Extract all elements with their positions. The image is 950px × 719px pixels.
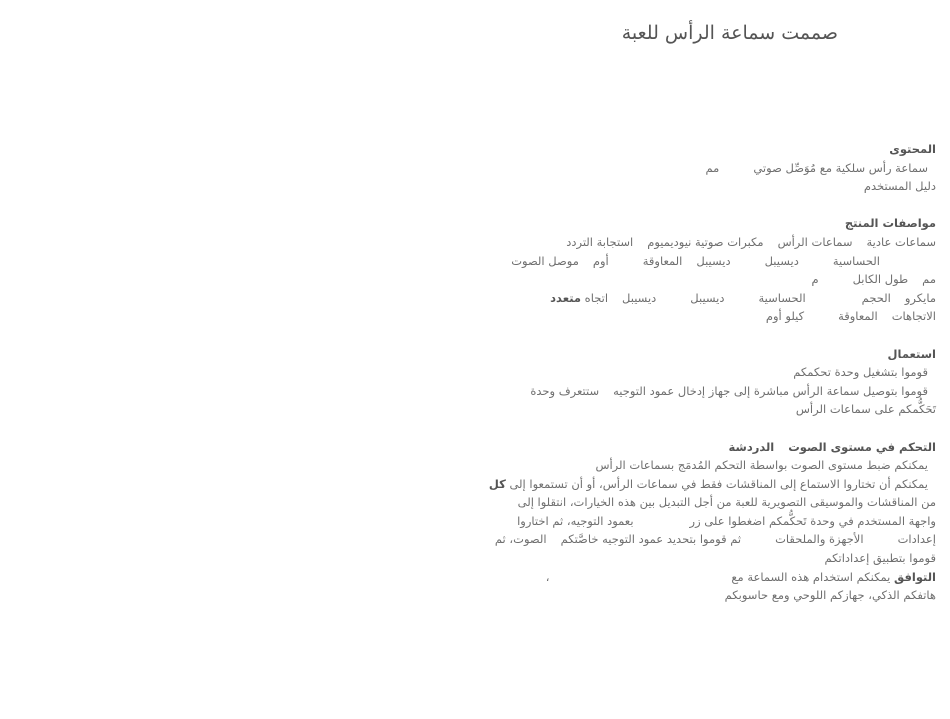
spec-direction: اتجاه: [584, 290, 609, 305]
spec-frequency-response: استجابة التردد: [566, 234, 634, 249]
usage-item-power-on: قوموا بتشغيل وحدة تحكمكم: [793, 365, 928, 380]
volume-select-controller: ثم قوموا بتحديد عمود التوجيه خاصَّتكم: [560, 532, 742, 547]
contents-item-headset-unit: مم: [705, 160, 720, 175]
contents-heading: المحتوى: [889, 142, 936, 156]
volume-line3-tail: بعمود التوجيه، ثم اختاروا: [517, 513, 634, 528]
spec-sensitivity-label: الحساسية: [832, 253, 880, 268]
specs-line-4: [504, 289, 936, 308]
volume-audio: الصوت، ثم: [494, 532, 547, 547]
volume-heading-text: التحكم في مستوى الصوت: [788, 439, 936, 454]
spec-drivers: مكبرات صوتية نيوديميوم: [647, 234, 764, 249]
usage-item-connect-tail: ستتعرف وحدة: [530, 383, 600, 398]
contents-item-manual: دليل المستخدم: [863, 179, 936, 194]
specs-line-3: [504, 270, 936, 289]
volume-item-choose-line3: [504, 512, 936, 531]
spec-mic-sensitivity: الحساسية: [758, 290, 806, 305]
contents-item-headset: [504, 159, 936, 178]
spec-mm: مم: [922, 272, 936, 287]
spec-db-1: ديسيبل: [764, 253, 799, 268]
spec-mic-db-1: ديسيبل: [690, 290, 725, 305]
spec-multi: متعدد: [550, 290, 582, 305]
volume-line3-text: واجهة المستخدم في وحدة تَحكُّمكم اضغطوا على زر: [689, 513, 936, 528]
spec-db-2: ديسيبل: [696, 253, 731, 268]
spec-mic-impedance: المعاوقة: [838, 309, 878, 324]
spec-directions: الاتجاهات: [891, 309, 936, 324]
page-title: صممت سماعة الرأس للعبة: [621, 22, 838, 44]
volume-item-choose-text: يمكنكم أن تختاروا الاستماع إلى المناقشات فقط في سماعات الرأس، أو أن تستمعوا إلى: [509, 476, 928, 491]
specs-section: [504, 214, 936, 326]
spec-headphones: سماعات الرأس: [777, 234, 853, 249]
spec-size: الحجم: [861, 290, 891, 305]
document-body: [488, 140, 936, 623]
compat-line2: هاتفكم الذكي، جهازكم اللوحي ومع حاسوبكم: [724, 588, 936, 603]
volume-item-choose-line5: قوموا بتطبيق إعداداتكم: [824, 551, 936, 566]
usage-section: [504, 345, 936, 419]
volume-settings: إعدادات: [897, 532, 936, 547]
contents-item-headset-text: سماعة رأس سلكية مع مُوَصِّل صوتي: [753, 160, 928, 175]
specs-line-2: [504, 252, 936, 271]
compat-comma: ،: [545, 569, 550, 584]
volume-item-choose-line1: [488, 475, 936, 494]
compat-text: يمكنكم استخدام هذه السماعة مع: [731, 569, 891, 584]
volume-item-choose-line2: من المناقشات والموسيقى التصويرية للعبة من أجل التبديل بين هذه الخيارات، انتقلوا إلى: [517, 495, 936, 510]
volume-heading-chat: الدردشة: [728, 439, 775, 454]
usage-item-connect: [504, 382, 936, 401]
volume-item-choose-line4: [494, 530, 936, 549]
compat-heading: التوافق: [893, 569, 936, 584]
spec-micro: مايكرو: [904, 290, 936, 305]
spec-impedance-label: المعاوقة: [642, 253, 683, 268]
usage-item-connect-line2: تَحَكُّمكم على سماعات الرأس: [795, 402, 936, 417]
spec-type: سماعات عادية: [866, 234, 936, 249]
volume-devices: الأجهزة والملحقات: [775, 532, 864, 547]
spec-m: م: [811, 272, 819, 287]
spec-mic-db-2: ديسيبل: [622, 290, 657, 305]
specs-heading: مواصفات المنتج: [844, 216, 936, 231]
usage-heading: استعمال: [887, 346, 936, 361]
compat-line1: [504, 568, 936, 587]
spec-kohm: كيلو أوم: [765, 309, 805, 324]
specs-line-1: [504, 233, 936, 252]
specs-line-5: [504, 307, 936, 326]
spec-cable-length: طول الكابل: [852, 272, 909, 287]
volume-item-choose-bold: كل: [488, 476, 506, 491]
volume-heading: [504, 438, 936, 457]
spec-ohm: أوم: [592, 253, 609, 268]
spec-audio-connector: موصل الصوت: [511, 253, 579, 268]
contents-section: [504, 140, 936, 196]
volume-item-adjust: يمكنكم ضبط مستوى الصوت بواسطة التحكم المُدمَج بسماعات الرأس: [595, 458, 928, 473]
usage-item-connect-text: قوموا بتوصيل سماعة الرأس مباشرة إلى جهاز إدخال عمود التوجيه: [613, 383, 928, 398]
volume-section: [488, 438, 936, 605]
